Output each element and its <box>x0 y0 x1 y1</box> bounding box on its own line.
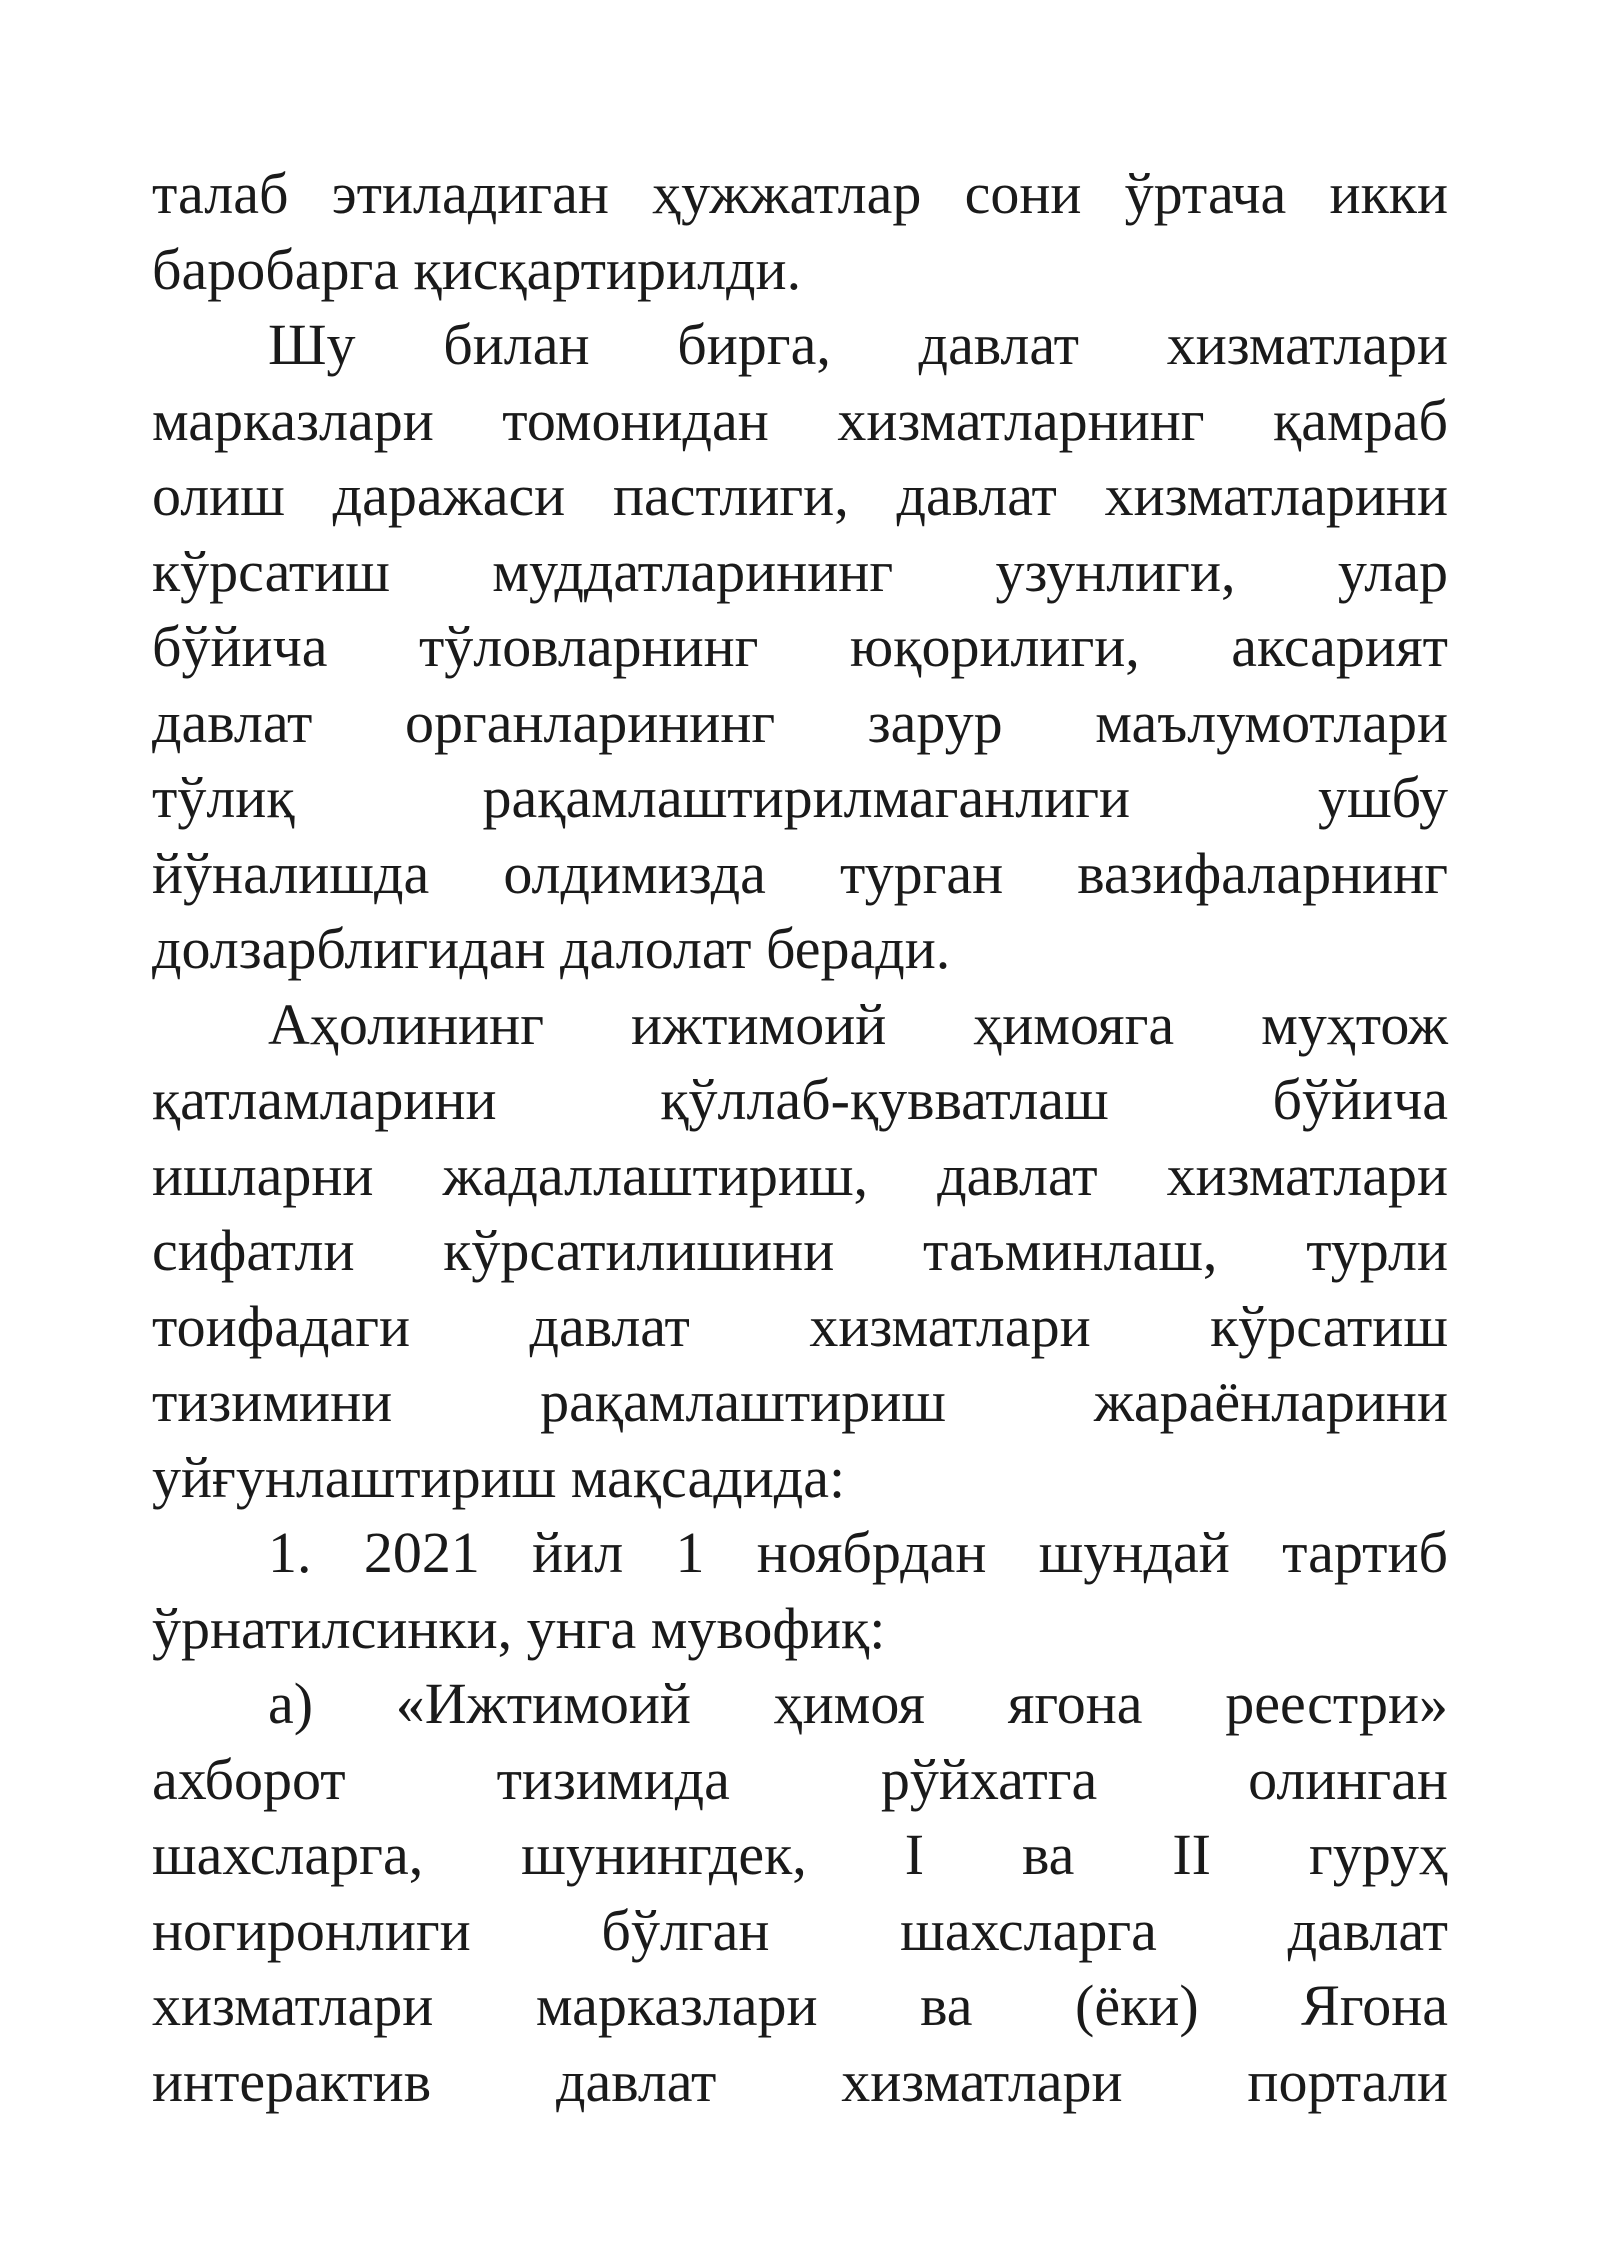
text-line: ўрнатилсинки, унга мувофиқ: <box>152 1595 886 1661</box>
text-line: баробарга қисқартирилди. <box>152 236 802 302</box>
text-line: бўйича тўловларнинг юқорилиги, аксарият <box>152 614 1448 679</box>
text-line: долзарблигидан далолат беради. <box>152 916 951 981</box>
text-line: интерактив давлат хизматлари портали <box>152 2048 1448 2114</box>
paragraph-5 <box>152 1666 1448 2119</box>
paragraph-1 <box>152 156 1448 307</box>
text-line: ахборот тизимида рўйхатга олинган <box>152 1746 1448 1812</box>
text-line: тўлиқ рақамлаштирилмаганлиги ушбу <box>152 765 1448 830</box>
document-body <box>152 156 1448 2119</box>
text-line: шахсларга, шунингдек, I ва II гуруҳ <box>152 1822 1448 1887</box>
text-line: олиш даражаси пастлиги, давлат хизматларини <box>152 463 1448 528</box>
text-line: қатламларини қўллаб-қувватлаш бўйича <box>152 1067 1448 1132</box>
text-line: тоифадаги давлат хизматлари кўрсатиш <box>152 1293 1448 1359</box>
paragraph-2 <box>152 307 1448 987</box>
text-line: сифатли кўрсатилишини таъминлаш, турли <box>152 1218 1448 1283</box>
text-line: уйғунлаштириш мақсадида: <box>152 1444 846 1510</box>
text-line: кўрсатиш муддатларининг узунлиги, улар <box>152 538 1448 604</box>
text-line: а) «Ижтимоий ҳимоя ягона реестри» <box>268 1671 1448 1736</box>
text-line: талаб этиладиган ҳужжатлар сони ўртача икки <box>152 161 1448 226</box>
text-line: марказлари томонидан хизматларнинг қамраб <box>152 387 1448 453</box>
text-line: Аҳолининг ижтимоий ҳимояга муҳтож <box>268 991 1448 1057</box>
text-line: 1. 2021 йил 1 ноябрдан шундай тартиб <box>268 1520 1448 1585</box>
paragraph-3 <box>152 987 1448 1516</box>
text-line: ногиронлиги бўлган шахсларга давлат <box>152 1897 1448 1963</box>
text-line: тизимини рақамлаштириш жараёнларини <box>152 1369 1448 1434</box>
text-line: йўналишда олдимизда турган вазифаларнинг <box>152 840 1448 906</box>
text-line: хизматлари марказлари ва (ёки) Ягона <box>152 1973 1448 2038</box>
text-line: ишларни жадаллаштириш, давлат хизматлари <box>152 1142 1448 1208</box>
text-line: Шу билан бирга, давлат хизматлари <box>268 312 1448 377</box>
paragraph-4 <box>152 1515 1448 1666</box>
text-line: давлат органларининг зарур маълумотлари <box>152 689 1448 755</box>
